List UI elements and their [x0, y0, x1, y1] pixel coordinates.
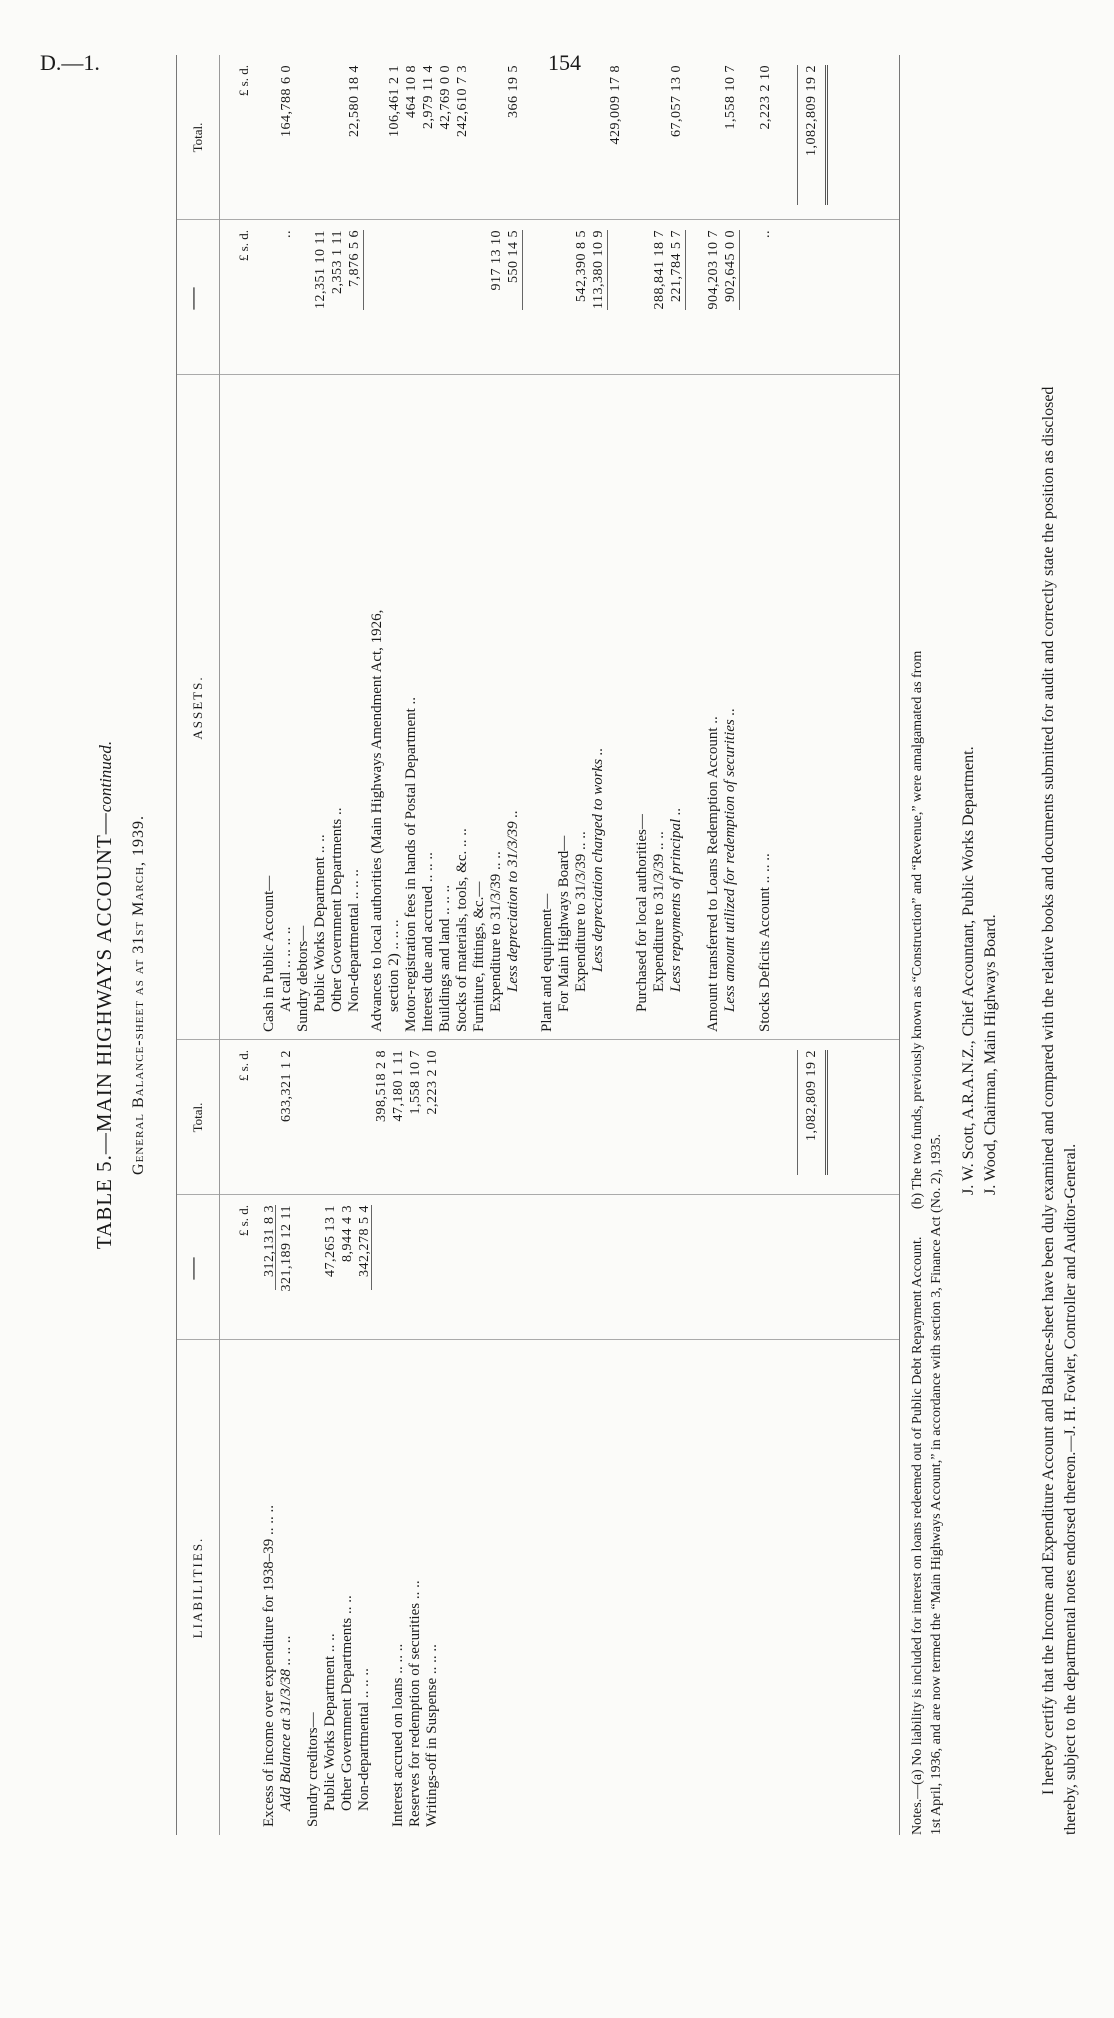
- signature-chairman: J. Wood, Chairman, Main Highways Board.: [982, 914, 999, 1195]
- asset-amount: 902,645 0 0: [723, 230, 738, 302]
- liabilities-amount-header: —: [179, 1255, 204, 1280]
- assets-total-header: Total.: [190, 122, 205, 153]
- liability-total: 633,321 1 2: [279, 1050, 294, 1122]
- liability-label: Writings-off in Suspense .. .. ..: [424, 1644, 440, 1827]
- asset-label: Expenditure to 31/3/39 .. ..: [573, 831, 589, 992]
- lsd-header: £ s. d.: [236, 1205, 251, 1237]
- asset-label: Less amount utilized for redemption of securities ..: [722, 707, 738, 1012]
- subtotal-rule: [363, 230, 364, 310]
- grand-total-double-rule: [825, 1050, 831, 1175]
- asset-label: For Main Highways Board—: [556, 835, 572, 1012]
- asset-amount: 542,390 8 5: [574, 230, 589, 302]
- asset-label: section 2) .. .. ..: [386, 919, 402, 1012]
- page-reference: D.—1.: [40, 50, 100, 75]
- asset-label: Motor-registration fees in hands of Postal Department ..: [403, 696, 419, 1032]
- liability-total: 47,180 1 11: [391, 1050, 406, 1122]
- asset-label: Advances to local authorities (Main Highways Amendment Act, 1926,: [369, 609, 385, 1032]
- asset-label: Sundry debtors—: [295, 925, 311, 1032]
- asset-label: Stocks Deficits Account .. .. ..: [757, 853, 773, 1032]
- asset-label: Less depreciation to 31/3/39 ..: [505, 810, 521, 992]
- subtotal-rule: [607, 230, 608, 310]
- liability-label: Non-departmental .. .. ..: [356, 1668, 372, 1811]
- asset-label: At call .. .. .. ..: [278, 926, 294, 1012]
- liability-amount: 321,189 12 11: [279, 1205, 294, 1292]
- subtotal-rule: [275, 1205, 276, 1290]
- column-divider: [177, 1039, 899, 1040]
- subtotal-rule: [522, 230, 523, 310]
- liability-total: 1,558 10 7: [408, 1050, 423, 1115]
- rotated-table-page: [78, 35, 1114, 1955]
- signature-accountant: J. W. Scott, A.R.A.N.Z., Chief Accountant, Public Works Department.: [960, 746, 977, 1195]
- table-subtitle: General Balance-sheet as at 31st March, 1939.: [130, 815, 147, 1175]
- assets-amount-header: —: [179, 285, 204, 310]
- liabilities-header: LIABILITIES.: [190, 1536, 205, 1639]
- liability-amount: 47,265 13 1: [323, 1205, 338, 1277]
- liability-label: Other Government Departments .. ..: [339, 1595, 355, 1811]
- asset-label: Less repayments of principal ..: [668, 807, 684, 992]
- liability-label: Reserves for redemption of securities .. ..: [407, 1580, 423, 1827]
- liability-label: Excess of income over expenditure for 1938–39 .. .. ..: [261, 1505, 277, 1827]
- asset-total: 2,979 11 4: [421, 65, 436, 129]
- asset-label: Expenditure to 31/3/39 .. ..: [651, 831, 667, 992]
- asset-label: Buildings and land .. .. ..: [437, 884, 453, 1032]
- asset-total: 106,461 2 1: [387, 65, 402, 137]
- asset-label: Stocks of materials, tools, &c. .. ..: [454, 828, 470, 1032]
- asset-amount: ..: [279, 230, 294, 238]
- asset-label: Non-departmental .. .. ..: [346, 869, 362, 1012]
- asset-total: 42,769 0 0: [438, 65, 453, 130]
- asset-label: Plant and equipment—: [539, 893, 555, 1032]
- liability-label: Interest accrued on loans .. .. ..: [390, 1643, 406, 1827]
- table-title-main: TABLE 5.—MAIN HIGHWAYS ACCOUNT—: [92, 812, 116, 1250]
- asset-label: Amount transferred to Loans Redemption Account ..: [705, 716, 721, 1032]
- header-rule: [219, 55, 220, 1835]
- subtotal-rule: [739, 230, 740, 310]
- grand-total-double-rule: [825, 65, 831, 205]
- asset-amount: 904,203 10 7: [706, 230, 721, 310]
- asset-total: 164,788 6 0: [279, 65, 294, 137]
- balance-sheet-table: [176, 55, 900, 1835]
- asset-label: Cash in Public Account—: [261, 875, 277, 1032]
- page-number: 154: [548, 50, 581, 75]
- subtotal-rule: [685, 230, 686, 310]
- note-a: Notes.—(a) No liability is included for interest on loans redeemed out of Public Debt Repayment Account. (b) The two funds, previously known as “Construction” and “Revenue,” were amalgamated as from: [910, 650, 925, 1835]
- asset-label: Furniture, fittings, &c.—: [471, 881, 487, 1032]
- asset-total: 464 10 8: [404, 65, 419, 118]
- asset-label: Purchased for local authorities—: [634, 814, 650, 1012]
- liabilities-total-header: Total.: [190, 1102, 205, 1133]
- liability-amount: 8,944 4 3: [340, 1205, 355, 1262]
- asset-total: 67,057 13 0: [669, 65, 684, 137]
- asset-total: 429,009 17 8: [608, 65, 623, 145]
- asset-total: 22,580 18 4: [347, 65, 362, 137]
- asset-amount: 12,351 10 11: [313, 230, 328, 309]
- liabilities-grand-total: 1,082,809 19 2: [804, 1050, 819, 1141]
- asset-amount: 2,353 1 11: [330, 230, 345, 294]
- lsd-header: £ s. d.: [236, 1050, 251, 1082]
- asset-total: 1,558 10 7: [723, 65, 738, 130]
- asset-total: 2,223 2 10: [758, 65, 773, 130]
- asset-label: Other Government Departments ..: [329, 807, 345, 1012]
- liability-total: 398,518 2 8: [374, 1050, 389, 1122]
- liability-amount: 342,278 5 4: [357, 1205, 372, 1277]
- asset-amount: 550 14 5: [506, 230, 521, 283]
- asset-total: 242,610 7 3: [455, 65, 470, 137]
- assets-header: ASSETS.: [190, 675, 205, 740]
- asset-amount: 221,784 5 7: [669, 230, 684, 302]
- signatures: [958, 746, 1002, 1195]
- liability-label: Add Balance at 31/3/38 .. .. ..: [278, 1635, 294, 1811]
- liability-label: Sundry creditors—: [305, 1712, 321, 1827]
- liability-amount: 312,131 8 3: [262, 1205, 277, 1277]
- notes: [908, 55, 946, 1835]
- assets-grand-total: 1,082,809 19 2: [804, 65, 819, 156]
- grand-total-rule: [797, 65, 798, 205]
- lsd-header: £ s. d.: [236, 65, 251, 97]
- liability-total: 2,223 2 10: [425, 1050, 440, 1115]
- table-title-suffix: continued.: [96, 740, 115, 813]
- asset-amount: ..: [758, 230, 773, 238]
- note-c: 1st April, 1936, and are now termed the “Main Highways Account,” in accordance with section 3, Finance Act (No. 2), 1935.: [929, 1134, 944, 1835]
- asset-label: Interest due and accrued .. .. ..: [420, 852, 436, 1032]
- audit-certificate: I hereby certify that the Income and Expenditure Account and Balance-sheet have been duly examined and compared with the relative books and documents submitted for audit and correctly state the position as disclosed thereby, subject to the departmental notes endorsed thereon.—J. H. Fowler, Controller and Auditor-General.: [1040, 386, 1079, 1835]
- asset-amount: 7,876 5 6: [347, 230, 362, 287]
- asset-amount: 113,380 10 9: [591, 230, 606, 309]
- asset-amount: 288,841 18 7: [652, 230, 667, 310]
- asset-label: Expenditure to 31/3/39 .. ..: [488, 851, 504, 1012]
- asset-amount: 917 13 10: [489, 230, 504, 291]
- liability-label: Public Works Department .. ..: [322, 1633, 338, 1811]
- asset-label: Public Works Department .. ..: [312, 834, 328, 1012]
- lsd-header: £ s. d.: [236, 230, 251, 262]
- table-title: [92, 35, 116, 1955]
- subtotal-rule: [371, 1205, 372, 1290]
- asset-total: 366 19 5: [506, 65, 521, 118]
- grand-total-rule: [797, 1050, 798, 1175]
- asset-label: Less depreciation charged to works ..: [590, 747, 606, 972]
